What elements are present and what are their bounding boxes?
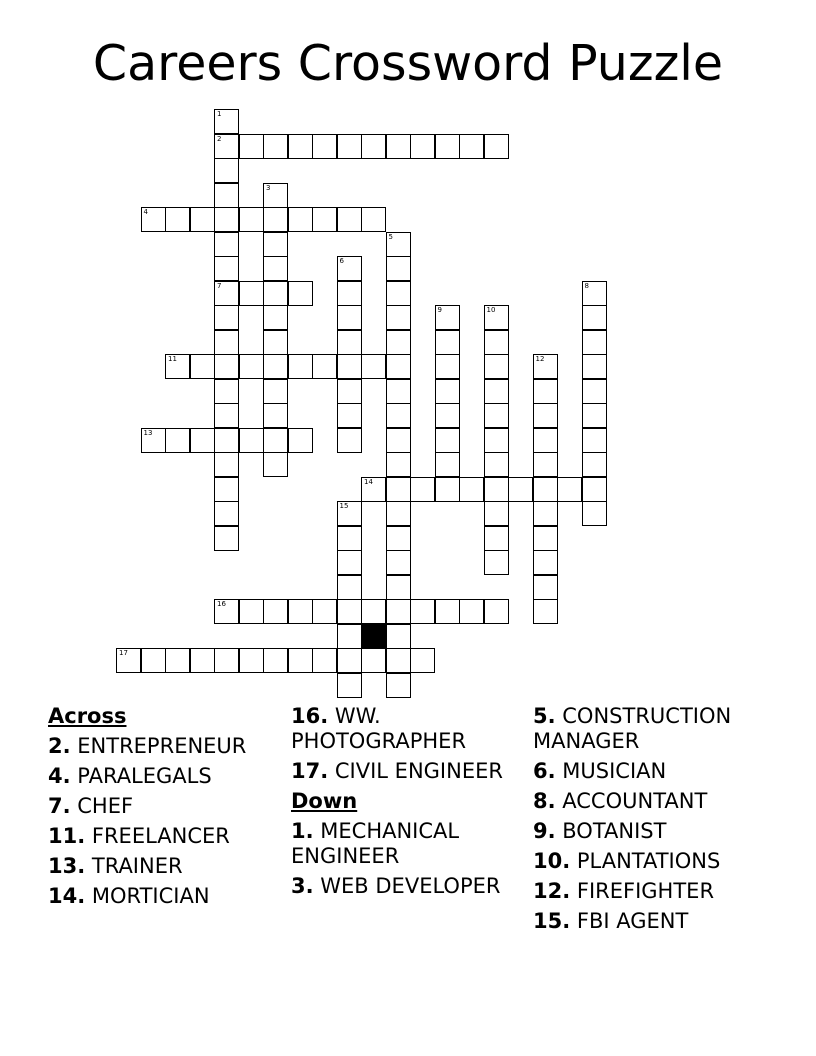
grid-cell[interactable]	[190, 354, 215, 379]
grid-cell[interactable]	[337, 575, 362, 600]
grid-cell[interactable]	[288, 281, 313, 306]
clue-number-label: 6	[339, 257, 344, 265]
grid-cell[interactable]	[214, 477, 239, 502]
grid-cell[interactable]	[459, 599, 484, 624]
clue-item	[291, 819, 523, 869]
grid-cell[interactable]	[165, 207, 190, 232]
grid-cell[interactable]	[337, 428, 362, 453]
grid-cell[interactable]	[263, 354, 288, 379]
grid-cell[interactable]	[582, 452, 607, 477]
grid-cell[interactable]	[435, 134, 460, 159]
grid-cell[interactable]	[312, 354, 337, 379]
clue-text: PLANTATIONS	[570, 849, 721, 873]
across-header: Across	[48, 704, 127, 728]
grid-cell[interactable]	[263, 428, 288, 453]
grid-cell[interactable]	[410, 477, 435, 502]
clue-item	[48, 824, 246, 849]
clue-number-label: 7	[217, 281, 222, 290]
grid-cell[interactable]	[263, 648, 288, 673]
grid-cell[interactable]	[214, 648, 239, 673]
clue-text: MORTICIAN	[85, 884, 210, 908]
grid-cell[interactable]	[484, 501, 509, 526]
clue-number: 12.	[533, 879, 571, 903]
grid-cell[interactable]	[533, 599, 558, 624]
grid-cell[interactable]	[410, 134, 435, 159]
clue-number-label: 16	[217, 600, 226, 608]
grid-cell[interactable]	[410, 648, 435, 673]
grid-cell[interactable]	[263, 183, 288, 208]
grid-cell[interactable]	[337, 305, 362, 330]
grid-cell[interactable]	[337, 526, 362, 551]
clue-number-label: 9	[437, 306, 442, 314]
grid-cell[interactable]	[337, 550, 362, 575]
clue-text: CONSTRUCTION MANAGER	[533, 704, 732, 753]
grid-cell[interactable]	[386, 575, 411, 600]
grid-cell[interactable]	[386, 648, 411, 673]
clues-column-2	[291, 704, 523, 904]
clue-text: FREELANCER	[85, 824, 230, 848]
page-title: Careers Crossword Puzzle	[92, 35, 724, 92]
clue-text: BOTANIST	[555, 819, 667, 843]
grid-cell[interactable]	[214, 109, 239, 134]
grid-cell[interactable]	[337, 256, 362, 281]
grid-cell[interactable]	[484, 599, 509, 624]
clue-item	[533, 909, 763, 934]
grid-cell[interactable]	[435, 477, 460, 502]
clue-text: CIVIL ENGINEER	[328, 759, 503, 783]
grid-cell[interactable]	[533, 501, 558, 526]
grid-cell[interactable]	[214, 305, 239, 330]
clue-text: FBI AGENT	[570, 909, 689, 933]
clue-number-label: 4	[143, 208, 148, 216]
clue-number-label: 5	[388, 232, 393, 241]
clue-number: 10.	[533, 849, 571, 873]
clue-number: 1.	[291, 819, 314, 843]
clue-item	[291, 874, 523, 899]
clue-item	[48, 794, 246, 819]
grid-cell[interactable]	[116, 648, 141, 673]
grid-cell[interactable]	[214, 330, 239, 355]
clue-number-label: 12	[535, 355, 545, 363]
grid-cell[interactable]	[582, 477, 607, 502]
clue-number-label: 8	[584, 281, 589, 290]
clue-item	[533, 759, 763, 784]
clue-number: 6.	[533, 759, 556, 783]
grid-cell[interactable]	[484, 452, 509, 477]
clues-column-3	[533, 704, 763, 939]
clue-item	[533, 849, 763, 874]
clue-text: PARALEGALS	[70, 764, 212, 788]
grid-cell[interactable]	[141, 428, 166, 453]
grid-cell[interactable]	[165, 428, 190, 453]
grid-cell[interactable]	[484, 305, 509, 330]
clue-number: 3.	[291, 874, 314, 898]
clue-number-label: 14	[364, 477, 373, 486]
grid-cell[interactable]	[435, 354, 460, 379]
grid-cell[interactable]	[386, 256, 411, 281]
grid-cell[interactable]	[263, 281, 288, 306]
grid-cell[interactable]	[214, 428, 239, 453]
grid-cell[interactable]	[214, 256, 239, 281]
clue-item	[48, 734, 246, 759]
clue-number-label: 1	[217, 110, 222, 118]
grid-cell[interactable]	[239, 599, 264, 624]
grid-cell[interactable]	[386, 403, 411, 428]
grid-cell[interactable]	[386, 477, 411, 502]
across-clues	[48, 734, 246, 909]
down-clues	[291, 819, 523, 899]
grid-cell[interactable]	[263, 305, 288, 330]
grid-cell[interactable]	[312, 207, 337, 232]
grid-cell[interactable]	[533, 354, 558, 379]
grid-cell[interactable]	[337, 403, 362, 428]
grid-cell[interactable]	[484, 379, 509, 404]
grid-cell[interactable]	[386, 232, 411, 257]
clue-item	[291, 704, 523, 754]
grid-cell[interactable]	[312, 599, 337, 624]
grid-cell[interactable]	[484, 526, 509, 551]
clue-text: WW. PHOTOGRAPHER	[291, 704, 467, 753]
grid-cell[interactable]	[263, 330, 288, 355]
grid-cell[interactable]	[288, 354, 313, 379]
grid-cell[interactable]	[190, 648, 215, 673]
grid-cell[interactable]	[582, 281, 607, 306]
clues-column-1	[48, 704, 246, 914]
across-clues-continued	[291, 704, 523, 784]
grid-cell[interactable]	[337, 501, 362, 526]
clue-number: 5.	[533, 704, 556, 728]
grid-cell[interactable]	[582, 501, 607, 526]
clue-number: 16.	[291, 704, 329, 728]
clue-number: 15.	[533, 909, 571, 933]
clue-text: ENTREPRENEUR	[70, 734, 247, 758]
grid-cell[interactable]	[337, 648, 362, 673]
grid-cell[interactable]	[214, 526, 239, 551]
clue-text: CHEF	[70, 794, 134, 818]
grid-cell[interactable]	[435, 330, 460, 355]
grid-cell[interactable]	[533, 526, 558, 551]
clue-number-label: 17	[119, 649, 128, 657]
grid-cell[interactable]	[214, 403, 239, 428]
clue-number-label: 2	[217, 134, 222, 143]
grid-cell[interactable]	[484, 354, 509, 379]
grid-cell[interactable]	[533, 575, 558, 600]
clue-item	[48, 854, 246, 879]
grid-cell[interactable]	[459, 477, 484, 502]
grid-cell[interactable]	[533, 477, 558, 502]
down-header: Down	[291, 789, 358, 813]
grid-cell[interactable]	[214, 207, 239, 232]
clue-number: 7.	[48, 794, 71, 818]
grid-cell[interactable]	[141, 648, 166, 673]
grid-cell[interactable]	[165, 354, 190, 379]
grid-cell[interactable]	[288, 134, 313, 159]
grid-cell[interactable]	[337, 207, 362, 232]
grid-cell[interactable]	[312, 134, 337, 159]
grid-cell[interactable]	[263, 207, 288, 232]
grid-cell[interactable]	[312, 648, 337, 673]
clue-number: 2.	[48, 734, 71, 758]
grid-cell[interactable]	[239, 428, 264, 453]
grid-cell[interactable]	[214, 158, 239, 183]
grid-cell[interactable]	[386, 501, 411, 526]
grid-cell[interactable]	[582, 330, 607, 355]
clue-number-label: 10	[486, 306, 496, 314]
grid-cell[interactable]	[459, 134, 484, 159]
grid-cell[interactable]	[239, 134, 264, 159]
down-clues-continued	[533, 704, 763, 934]
grid-cell[interactable]	[386, 354, 411, 379]
grid-cell[interactable]	[386, 550, 411, 575]
clue-text: ACCOUNTANT	[555, 789, 708, 813]
grid-cell[interactable]	[337, 624, 362, 649]
clue-number: 13.	[48, 854, 86, 878]
grid-cell[interactable]	[484, 477, 509, 502]
clue-item	[48, 884, 246, 909]
grid-cell[interactable]	[435, 599, 460, 624]
grid-cell[interactable]	[337, 379, 362, 404]
clue-number-label: 3	[266, 183, 271, 192]
crossword-grid	[116, 109, 606, 693]
grid-cell[interactable]	[239, 207, 264, 232]
clue-item	[48, 764, 246, 789]
clue-number: 4.	[48, 764, 71, 788]
grid-cell[interactable]	[337, 281, 362, 306]
grid-cell[interactable]	[214, 232, 239, 257]
grid-cell[interactable]	[386, 526, 411, 551]
clue-number-label: 13	[143, 428, 153, 437]
grid-cell[interactable]	[386, 452, 411, 477]
grid-cell[interactable]	[361, 599, 386, 624]
grid-cell[interactable]	[214, 452, 239, 477]
grid-cell[interactable]	[435, 379, 460, 404]
grid-cell[interactable]	[386, 599, 411, 624]
clue-text: MECHANICAL ENGINEER	[291, 819, 460, 868]
grid-cell[interactable]	[386, 134, 411, 159]
clue-number: 11.	[48, 824, 86, 848]
grid-cell[interactable]	[484, 428, 509, 453]
grid-cell[interactable]	[582, 354, 607, 379]
clue-number: 9.	[533, 819, 556, 843]
grid-cell[interactable]	[141, 207, 166, 232]
grid-cell[interactable]	[263, 403, 288, 428]
grid-cell[interactable]	[288, 648, 313, 673]
grid-cell[interactable]	[557, 477, 582, 502]
grid-cell[interactable]	[435, 403, 460, 428]
grid-cell[interactable]	[214, 379, 239, 404]
grid-cell[interactable]	[435, 428, 460, 453]
clue-number: 8.	[533, 789, 556, 813]
grid-cell[interactable]	[435, 305, 460, 330]
grid-cell[interactable]	[263, 379, 288, 404]
clue-text: TRAINER	[85, 854, 183, 878]
clue-number-label: 11	[168, 355, 177, 363]
grid-cell[interactable]	[288, 207, 313, 232]
grid-cell[interactable]	[533, 403, 558, 428]
grid-cell[interactable]	[190, 428, 215, 453]
grid-cell[interactable]	[435, 452, 460, 477]
grid-cell[interactable]	[386, 281, 411, 306]
grid-cell[interactable]	[484, 330, 509, 355]
grid-cell[interactable]	[533, 379, 558, 404]
grid-cell[interactable]	[386, 379, 411, 404]
grid-cell[interactable]	[337, 134, 362, 159]
grid-cell[interactable]	[239, 281, 264, 306]
grid-cell[interactable]	[361, 354, 386, 379]
clue-number: 17.	[291, 759, 329, 783]
grid-cell[interactable]	[214, 599, 239, 624]
grid-cell[interactable]	[582, 305, 607, 330]
grid-cell[interactable]	[214, 281, 239, 306]
clue-item	[533, 879, 763, 904]
grid-cell[interactable]	[337, 599, 362, 624]
grid-cell[interactable]	[386, 305, 411, 330]
grid-cell[interactable]	[484, 134, 509, 159]
grid-cell[interactable]	[263, 599, 288, 624]
grid-cell[interactable]	[386, 330, 411, 355]
grid-cell[interactable]	[239, 648, 264, 673]
grid-cell[interactable]	[386, 624, 411, 649]
grid-cell[interactable]	[533, 550, 558, 575]
clue-text: WEB DEVELOPER	[313, 874, 501, 898]
clue-number-label: 15	[339, 502, 349, 510]
grid-cell[interactable]	[214, 134, 239, 159]
grid-cell[interactable]	[410, 599, 435, 624]
clue-text: MUSICIAN	[555, 759, 667, 783]
grid-cell[interactable]	[288, 428, 313, 453]
grid-cell[interactable]	[337, 673, 362, 698]
grid-cell[interactable]	[263, 134, 288, 159]
grid-cell[interactable]	[361, 648, 386, 673]
grid-cell[interactable]	[508, 477, 533, 502]
clue-item	[533, 789, 763, 814]
grid-cell[interactable]	[533, 428, 558, 453]
clue-item	[291, 759, 523, 784]
grid-cell[interactable]	[288, 599, 313, 624]
grid-cell[interactable]	[263, 256, 288, 281]
grid-cell[interactable]	[214, 183, 239, 208]
clue-item	[533, 704, 763, 754]
grid-cell[interactable]	[533, 452, 558, 477]
grid-cell[interactable]	[582, 403, 607, 428]
grid-cell[interactable]	[484, 403, 509, 428]
grid-cell[interactable]	[337, 354, 362, 379]
clue-item	[533, 819, 763, 844]
grid-cell[interactable]	[214, 501, 239, 526]
grid-cell[interactable]	[386, 673, 411, 698]
grid-cell[interactable]	[484, 550, 509, 575]
grid-cell[interactable]	[361, 207, 386, 232]
grid-cell[interactable]	[190, 207, 215, 232]
grid-cell[interactable]	[263, 232, 288, 257]
grid-cell[interactable]	[263, 452, 288, 477]
grid-cell[interactable]	[337, 330, 362, 355]
grid-cell[interactable]	[386, 428, 411, 453]
grid-cell[interactable]	[361, 134, 386, 159]
grid-block-cell	[361, 624, 386, 649]
grid-cell[interactable]	[582, 428, 607, 453]
clue-number: 14.	[48, 884, 86, 908]
clue-text: FIREFIGHTER	[570, 879, 715, 903]
grid-cell[interactable]	[239, 354, 264, 379]
grid-cell[interactable]	[214, 354, 239, 379]
grid-cell[interactable]	[165, 648, 190, 673]
grid-cell[interactable]	[582, 379, 607, 404]
grid-cell[interactable]	[361, 477, 386, 502]
